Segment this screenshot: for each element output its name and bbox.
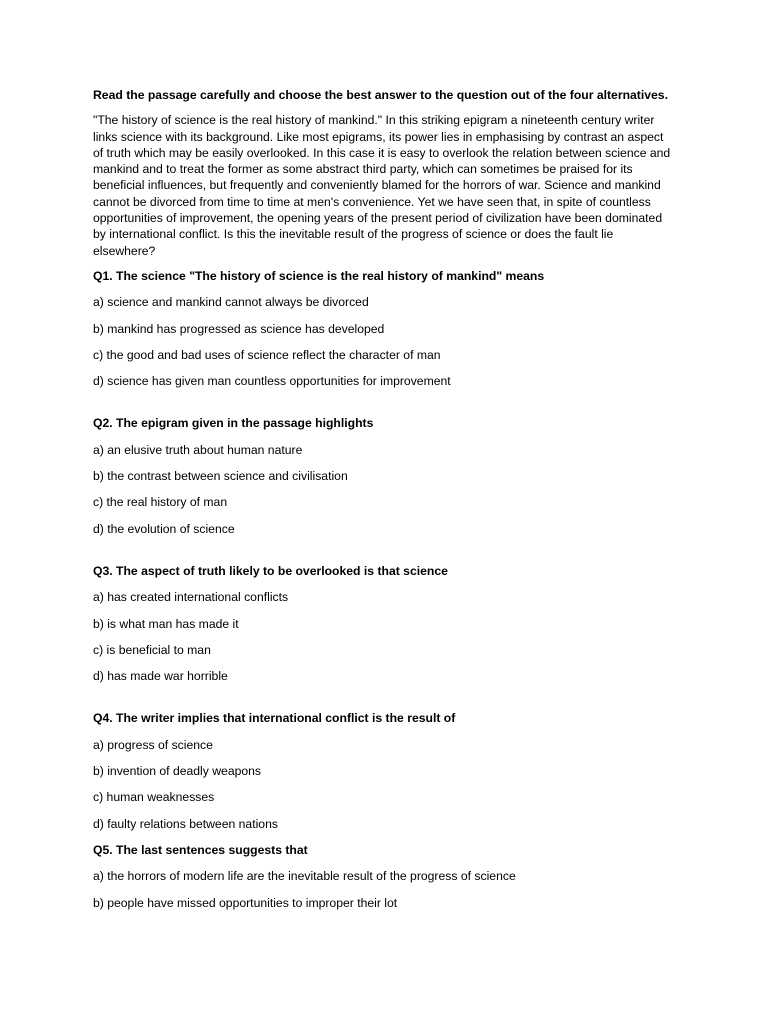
question-title: Q4. The writer implies that international conflict is the result of xyxy=(93,711,456,726)
answer-option: b) the contrast between science and civilisation xyxy=(93,469,348,484)
question-1 xyxy=(93,268,673,389)
answer-option: d) the evolution of science xyxy=(93,521,235,536)
spacer xyxy=(93,547,673,563)
question-5 xyxy=(93,842,673,911)
instruction-text: Read the passage carefully and choose the best answer to the question out of the four alternatives. xyxy=(93,88,668,102)
answer-option: c) is beneficial to man xyxy=(93,642,211,657)
answer-option: b) people have missed opportunities to improper their lot xyxy=(93,895,398,910)
answer-option: d) has made war horrible xyxy=(93,669,228,684)
question-2 xyxy=(93,415,673,536)
answer-option: d) faulty relations between nations xyxy=(93,816,278,831)
question-title: Q3. The aspect of truth likely to be overlooked is that science xyxy=(93,563,448,578)
answer-option: c) the good and bad uses of science reflect the character of man xyxy=(93,347,441,362)
spacer xyxy=(93,694,673,710)
passage-text: "The history of science is the real history of mankind." In this striking epigram a nineteenth century writer links science with its background. Like most epigrams, its power lies in emphasising by contrast an aspect of truth which may be easily overlooked. In this case it is easy to overlook the relation between science and mankind and to treat the former as some abstract third party, which can sometimes be praised for its beneficial influences, but frequently and conveniently blamed for the horrors of war. Science and mankind cannot be divorced from time to time at men's convenience. Yet we have seen that, in spite of countless opportunities of improvement, the opening years of the present period of civilization have been dominated by international conflict. Is this the inevitable result of the progress of science or does the fault lie elsewhere? xyxy=(93,113,671,258)
question-3 xyxy=(93,563,673,684)
question-title: Q5. The last sentences suggests that xyxy=(93,842,308,857)
spacer xyxy=(93,399,673,415)
question-title: Q2. The epigram given in the passage highlights xyxy=(93,416,374,431)
document-page xyxy=(93,87,673,921)
answer-option: a) the horrors of modern life are the inevitable result of the progress of science xyxy=(93,869,516,884)
answer-option: c) human weaknesses xyxy=(93,790,215,805)
answer-option: b) invention of deadly weapons xyxy=(93,764,262,779)
answer-option: b) mankind has progressed as science has developed xyxy=(93,321,385,336)
question-title: Q1. The science "The history of science is the real history of mankind" means xyxy=(93,268,545,283)
answer-option: a) progress of science xyxy=(93,737,213,752)
answer-option: a) science and mankind cannot always be divorced xyxy=(93,295,369,310)
question-4 xyxy=(93,710,673,831)
answer-option: d) science has given man countless opportunities for improvement xyxy=(93,374,451,389)
answer-option: b) is what man has made it xyxy=(93,616,239,631)
answer-option: a) has created international conflicts xyxy=(93,590,289,605)
answer-option: c) the real history of man xyxy=(93,495,228,510)
answer-option: a) an elusive truth about human nature xyxy=(93,442,303,457)
